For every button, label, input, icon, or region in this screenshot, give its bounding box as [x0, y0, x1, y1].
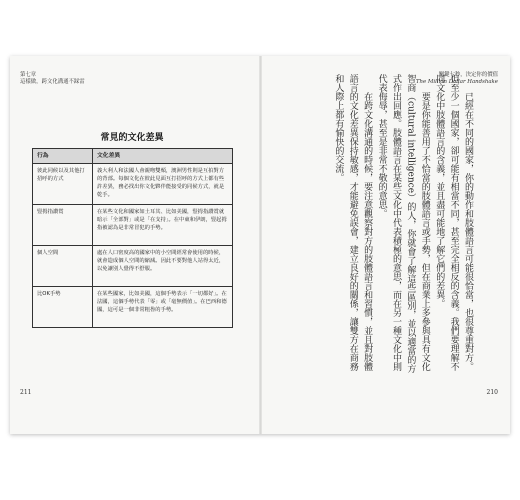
body-paragraph: 已經在不同的國家，你的動作和肢體語言可能很恰當，也很尊重對方。但至少一個國家，卻可能有相當不同，甚至完全相反的含義。我們要理解不同文化中肢體語言的含義，並且盡可能地了解它們的差異。 [434, 74, 473, 371]
row-behavior: 彼此同候以及其他打招呼的方式 [33, 164, 93, 205]
body-paragraph: 在跨文化溝通的時候，要注意觀察對方的肢體語言和習慣，並且對肢體語言的文化差異保持敏感，才能避免誤會，建立良好的關係，讓雙方在商務和人際上都有愉快的交流。 [333, 74, 373, 371]
row-difference: 義大利人和法國人會親吻雙頰，澳洲男性則是互拍對方的背部。每個文化在彼此見面互打招呼的方式上都有些許差異，務必找出你文化夥伴能接受的同候方式，就是乾手。 [93, 164, 233, 205]
right-book-title-en: The Million Dollar Handshake [415, 79, 498, 85]
table-row [33, 287, 233, 328]
header-difference: 文化差異 [93, 149, 233, 164]
right-page-number: 210 [486, 389, 498, 396]
row-behavior: 個人空間 [33, 246, 93, 287]
table-row [33, 205, 233, 246]
left-chapter-label: 第七章 [20, 72, 37, 78]
row-difference: 在某些國家，比如美國，這個手勢表示「一切都好」。在法國，這個手勢代表「零」或「毫無價值」。在巴西和德國，這可是一個非常粗魯的手勢。 [93, 287, 233, 328]
left-chapter-title: 這樣做，跨文化溝通不踩雷 [20, 79, 85, 85]
table-header-row [33, 149, 233, 164]
table-row [33, 246, 233, 287]
vertical-body-text [285, 74, 475, 379]
row-difference: 在某些文化和國家如土耳其、比如美國，豎拇指讚賞就暗示「全部對」或是「在支持」。在中東和伊朗，豎起拇指被認為是非常冒犯的手勢。 [93, 205, 233, 246]
culture-differences-table [32, 148, 233, 328]
body-paragraph: 要是你能善用了不恰當的肢體語言或手勢，但在商業上多參與具有文化智商（cultural intelligence）的人，你就會了解這些區別，並以適當的方式作出回應。肢體語言在某些文化中代表積極的意思，而在另一種文化中則代表侮辱，甚至是非常不敬的意思。 [376, 74, 430, 374]
table-row [33, 164, 233, 205]
header-behavior: 行為 [33, 149, 93, 164]
left-running-head [20, 72, 85, 86]
row-difference: 處在人口密度高的國家中的小空間經常會使用的時候，就會造成個人空間的縮減。因此不要對他人站得太近，以免讓別人覺得不舒服。 [93, 246, 233, 287]
table-title: 常見的文化差異 [100, 133, 164, 143]
book-gutter [259, 56, 262, 434]
right-book-title: 關鍵七秒，決定你的價值 [438, 72, 498, 78]
row-behavior: 比OK手勢 [33, 287, 93, 328]
book-spread [10, 56, 510, 434]
left-page-number: 211 [20, 389, 32, 396]
row-behavior: 豎拇指讚賞 [33, 205, 93, 246]
